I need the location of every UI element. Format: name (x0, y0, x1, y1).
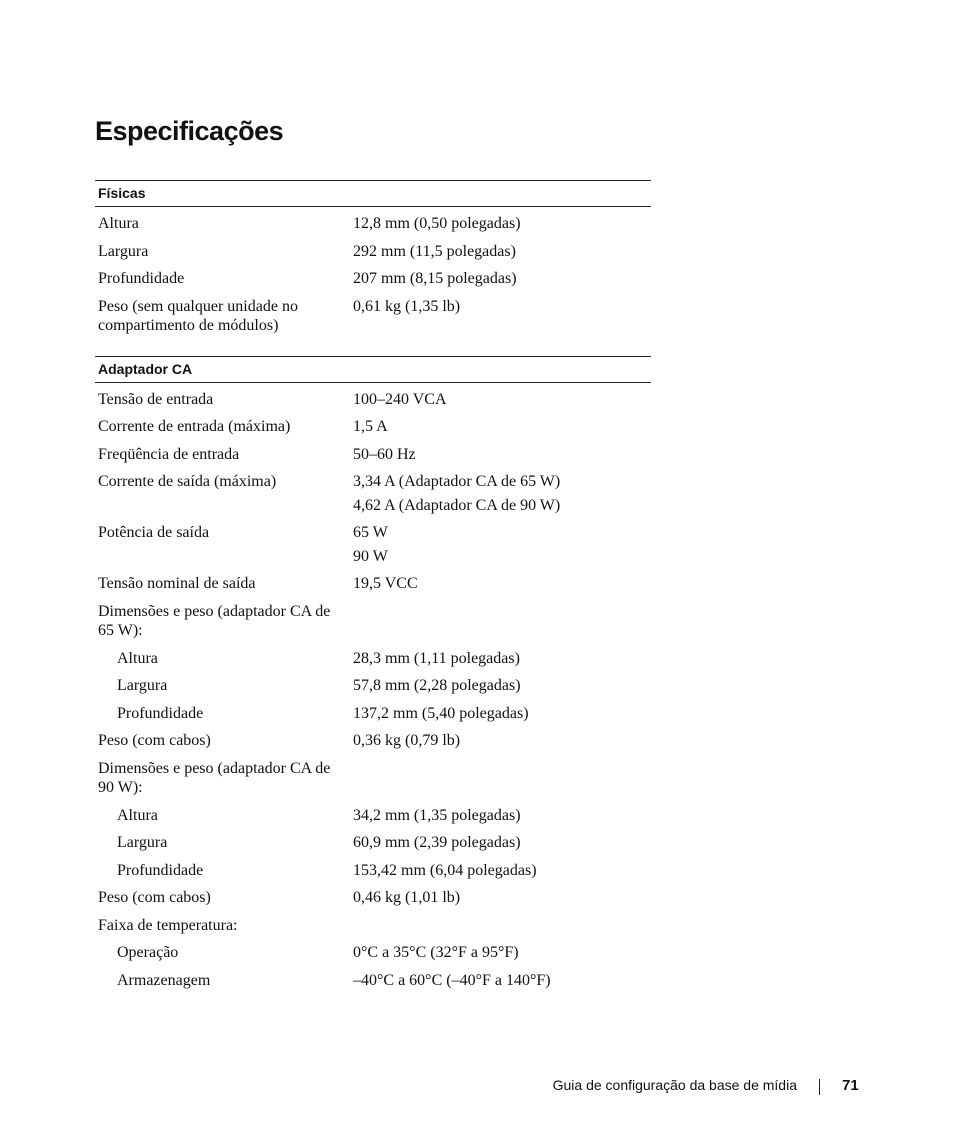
spec-row-sub (95, 802, 651, 830)
spec-row (95, 238, 651, 266)
spec-label: Largura (98, 242, 149, 260)
spec-label: Peso (com cabos) (98, 732, 211, 749)
spec-row-sub (95, 857, 651, 885)
spec-label (95, 496, 349, 516)
spec-row (95, 727, 651, 755)
spec-label (95, 547, 349, 567)
spec-label: Armazenagem (117, 971, 211, 989)
spec-value: 0,46 kg (1,01 lb) (353, 889, 461, 906)
spec-value: 65 W (353, 524, 388, 541)
spec-row (95, 884, 651, 912)
spec-row (95, 293, 651, 340)
spec-value: 34,2 mm (1,35 polegadas) (353, 806, 521, 824)
spec-label: Corrente de saída (máxima) (98, 473, 277, 490)
section-header-adaptador-ca: Adaptador CA (95, 356, 651, 383)
spec-row (95, 441, 651, 469)
spec-label: Freqüência de entrada (98, 445, 240, 463)
spec-row-sub (95, 700, 651, 728)
spec-row-continuation (95, 547, 651, 571)
specifications-table (95, 180, 651, 994)
spec-label: Tensão nominal de saída (98, 575, 256, 592)
spec-label: Dimensões e peso (adaptador CA de 65 W): (98, 602, 331, 639)
spec-label: Corrente de entrada (máxima) (98, 418, 291, 435)
spec-label: Operação (117, 944, 179, 961)
spec-value: 292 mm (11,5 polegadas) (353, 242, 516, 260)
spec-row-sub (95, 645, 651, 673)
footer-divider (819, 1079, 820, 1095)
spec-row (95, 519, 651, 547)
spec-value: 12,8 mm (0,50 polegadas) (353, 215, 521, 232)
spec-label: Altura (98, 215, 139, 232)
spec-row (95, 210, 651, 238)
spec-label: Profundidade (117, 704, 204, 722)
spec-label: Altura (117, 806, 158, 824)
spec-value: 4,62 A (Adaptador CA de 90 W) (353, 496, 561, 514)
spec-value: –40°C a 60°C (–40°F a 140°F) (353, 971, 551, 989)
spec-label: Largura (117, 677, 168, 694)
spec-label: Dimensões e peso (adaptador CA de 90 W): (98, 759, 331, 796)
spec-value: 50–60 Hz (353, 445, 416, 463)
spec-row (95, 598, 651, 645)
spec-value: 153,42 mm (6,04 polegadas) (353, 861, 537, 879)
spec-label: Peso (sem qualquer unidade no compartimento de módulos) (98, 297, 298, 334)
spec-row-sub (95, 829, 651, 857)
spec-value: 1,5 A (353, 418, 388, 435)
spec-label: Potência de saída (98, 524, 210, 541)
section-header-fisicas: Físicas (95, 180, 651, 207)
spec-value: 0,61 kg (1,35 lb) (353, 297, 461, 315)
spec-row-sub (95, 672, 651, 700)
spec-value: 28,3 mm (1,11 polegadas) (353, 649, 520, 667)
page-number: 71 (842, 1077, 859, 1094)
section-rows-adaptador-ca (95, 383, 651, 995)
spec-row (95, 468, 651, 496)
spec-row (95, 570, 651, 598)
spec-label: Largura (117, 834, 168, 851)
spec-value (349, 916, 651, 936)
spec-value: 90 W (353, 547, 388, 565)
spec-row (95, 755, 651, 802)
spec-value: 100–240 VCA (353, 390, 447, 408)
spec-row (95, 386, 651, 414)
spec-row (95, 912, 651, 940)
spec-label: Faixa de temperatura: (98, 916, 238, 934)
spec-row (95, 413, 651, 441)
spec-row-sub (95, 967, 651, 995)
footer-guide-title: Guia de configuração da base de mídia (552, 1077, 797, 1093)
spec-value (349, 602, 651, 641)
spec-value: 0°C a 35°C (32°F a 95°F) (353, 944, 519, 961)
page-footer (0, 1077, 954, 1099)
spec-row (95, 265, 651, 293)
spec-label: Tensão de entrada (98, 390, 214, 408)
spec-value (349, 759, 651, 798)
spec-label: Altura (117, 649, 158, 667)
spec-value: 19,5 VCC (353, 575, 418, 592)
spec-row-continuation (95, 496, 651, 520)
spec-value: 60,9 mm (2,39 polegadas) (353, 834, 521, 851)
spec-value: 57,8 mm (2,28 polegadas) (353, 677, 521, 694)
spec-label: Profundidade (98, 270, 185, 287)
section-rows-fisicas (95, 207, 651, 340)
spec-value: 3,34 A (Adaptador CA de 65 W) (353, 473, 561, 490)
spec-value: 207 mm (8,15 polegadas) (353, 270, 517, 287)
spec-value: 137,2 mm (5,40 polegadas) (353, 704, 529, 722)
spec-value: 0,36 kg (0,79 lb) (353, 732, 461, 749)
spec-label: Profundidade (117, 861, 204, 879)
spec-label: Peso (com cabos) (98, 889, 211, 906)
page-title: Especificações (95, 116, 284, 146)
spec-row-sub (95, 939, 651, 967)
